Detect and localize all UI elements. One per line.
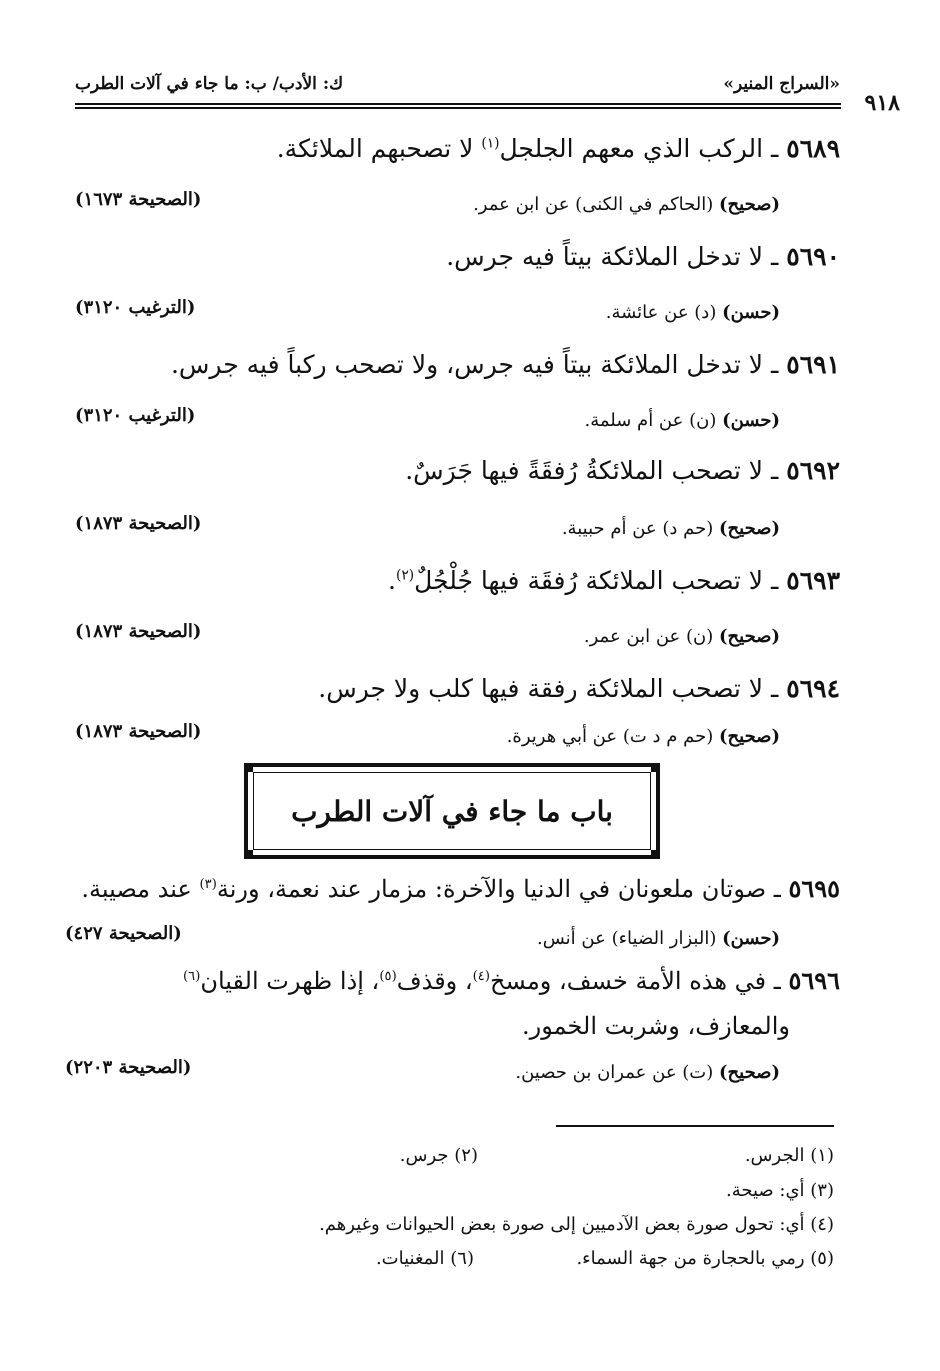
header-rule-bottom [75,107,841,109]
source-text: (حم م د ت) عن أبي هريرة. [506,726,719,747]
hadith-text: لا تصحب الملائكة رُفقَة فيها جُلْجُلٌ [414,566,764,595]
hadith-grade: (حسن) [722,410,780,431]
section-title: باب ما جاء في آلات الطرب [291,794,613,828]
hadith-source [606,302,780,323]
hadith-source [537,928,780,949]
hadith-text: لا تدخل الملائكة بيتاً فيه جرس، ولا تصحب ركباً فيه جرس. [170,350,764,379]
hadith-text: الركب الذي معهم الجلجل [499,134,764,163]
hadith-source [584,626,780,647]
hadith-grade: (صحيح) [719,626,780,647]
source-text: (ن) عن أم سلمة. [584,410,723,431]
hadith-5696: ٥٦٩٦ ـ في هذه الأمة خسف، ومسخ$^{(٤)}$، وقذف$^{(٥)}$، إذا ظهرت القيان$^{(٦)}$ [182,966,840,995]
hadith-number: ٥٦٩٢ [786,456,840,485]
footnote-mark: (٥) [379,969,397,984]
footnote-4: (٤) أي: تحول صورة بعض الآدميين إلى صورة بعض الحيوانات وغيرهم. [319,1214,834,1235]
page-number: ٩١٨ [864,90,900,116]
hadith-text: ، إذا ظهرت القيان [200,967,380,995]
footnote-mark: (١) [481,135,500,152]
hadith-text: ، وقذف [396,967,473,995]
hadith-grade: (صحيح) [719,1062,780,1083]
hadith-grade: (صحيح) [719,726,780,747]
hadith-text: . [388,566,396,595]
hadith-reference: (الصحيحة ١٨٧٣) [75,513,202,534]
footnote-mark: (٢) [395,567,415,584]
hadith-continuation: والمعازف، وشربت الخمور. [522,1012,790,1040]
hadith-number: ٥٦٩١ [786,350,840,379]
footnote-5: (٥) رمي بالحجارة من جهة السماء. [576,1248,834,1269]
source-text: (ن) عن ابن عمر. [583,626,719,647]
hadith-number: ٥٦٩٠ [786,242,840,271]
hadith-text: في هذه الأمة خسف، ومسخ [490,967,767,995]
footnote-1: (١) الجرس. [744,1145,834,1166]
hadith-reference: (الصحيحة ١٦٧٣) [75,189,202,210]
chapter-title: ك: الأدب/ ب: ما جاء في آلات الطرب [75,74,344,94]
footnote-mark: (٦) [182,969,201,984]
hadith-5693: ٥٦٩٣ ـ لا تصحب الملائكة رُفقَة فيها جُلْجُلٌ$^{(٢)}$. [388,566,840,595]
hadith-5695: ٥٦٩٥ ـ صوتان ملعونان في الدنيا والآخرة: مزمار عند نعمة، ورنة$^{(٣)}$ عند مصيبة. [81,874,840,903]
source-text: (د) عن عائشة. [605,302,723,323]
hadith-grade: (حسن) [722,302,780,323]
hadith-grade: (حسن) [722,928,780,949]
source-text: (حم د) عن أم حبيبة. [561,518,719,539]
hadith-text: صوتان ملعونان في الدنيا والآخرة: مزمار عند نعمة، ورنة [216,875,767,903]
hadith-number: ٥٦٩٦ [788,966,840,995]
hadith-reference: (الصحيحة ٢٢٠٣) [65,1057,192,1078]
hadith-5690: ٥٦٩٠ ـ لا تدخل الملائكة بيتاً فيه جرس. [446,242,840,271]
source-text: (البزار الضياء) عن أنس. [537,928,723,949]
hadith-source [507,726,780,747]
hadith-text: لا تدخل الملائكة بيتاً فيه جرس. [446,242,764,271]
hadith-reference: (الترغيب ٣١٢٠) [75,405,196,426]
hadith-source [562,518,780,539]
hadith-5689: ٥٦٨٩ ـ الركب الذي معهم الجلجل$^{(١)}$ لا تصحبهم الملائكة. [276,134,840,163]
hadith-5691: ٥٦٩١ ـ لا تدخل الملائكة بيتاً فيه جرس، ولا تصحب ركباً فيه جرس. [170,350,840,379]
footnote-mark: (٤) [472,969,491,984]
footnote-mark: (٣) [199,877,217,892]
hadith-source [585,410,780,431]
footnote-separator [556,1125,834,1127]
hadith-reference: (الصحيحة ١٨٧٣) [75,621,202,642]
hadith-text: عند مصيبة. [81,875,200,903]
hadith-reference: (الصحيحة ١٨٧٣) [75,721,202,742]
hadith-source [515,1062,780,1083]
hadith-number: ٥٦٨٩ [786,134,840,163]
source-text: (الحاكم في الكنى) عن ابن عمر. [473,194,719,215]
footnote-3: (٣) أي: صيحة. [725,1180,834,1201]
book-title: «السراج المنير» [723,74,840,94]
hadith-text: لا تصحب الملائكة رفقة فيها كلب ولا جرس. [318,674,764,703]
footnote-6: (٦) المغنيات. [375,1248,474,1269]
hadith-number: ٥٦٩٣ [786,566,840,595]
hadith-number: ٥٦٩٤ [786,674,840,703]
hadith-grade: (صحيح) [719,194,780,215]
header-rule-top [75,103,841,105]
hadith-reference: (الصحيحة ٤٢٧) [65,923,182,944]
footnote-2: (٢) جرس. [399,1145,478,1166]
hadith-5692: ٥٦٩٢ ـ لا تصحب الملائكةُ رُفقَةً فيها جَرَسٌ. [405,456,840,485]
hadith-reference: (الترغيب ٣١٢٠) [75,297,196,318]
section-title-box [244,763,660,859]
hadith-text: لا تصحب الملائكةُ رُفقَةً فيها جَرَسٌ. [405,456,764,485]
hadith-source [473,194,780,215]
hadith-grade: (صحيح) [719,518,780,539]
hadith-5694: ٥٦٩٤ ـ لا تصحب الملائكة رفقة فيها كلب ولا جرس. [318,674,840,703]
source-text: (ت) عن عمران بن حصين. [515,1062,719,1083]
hadith-text: لا تصحبهم الملائكة. [276,134,482,163]
hadith-number: ٥٦٩٥ [788,874,840,903]
